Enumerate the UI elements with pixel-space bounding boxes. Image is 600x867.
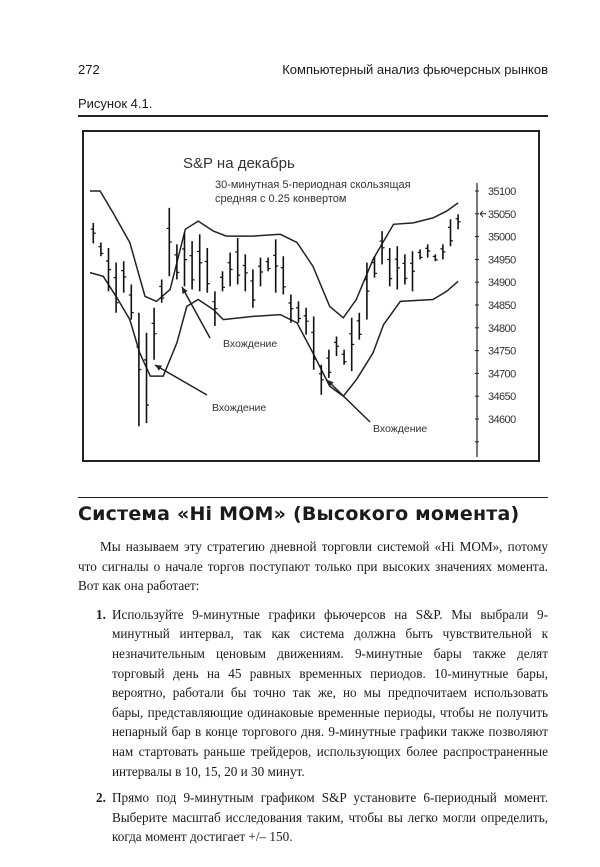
item-text: Используйте 9-минутные графики фьючерсов на S&P. Мы выбрали 9-минутный интервал, так как система должна быть чувствительной к незначительным ценовым движениям. 9-минутные бары также делят торговый день на 45 равных временных периодов. 10-минутные бары, вероятно, работали бы точно так же, но мы предпочитаем использовать бары, представляющие одинаковые временные периоды, чтобы не получить непарный бар в конце торгового дня. 9-минутные графики также позволяют нам стартовать раньше трейдеров, использующих более распространенные интервалы в 10, 15, 20 и 30 минут. <box>112 606 548 779</box>
price-bar <box>167 208 172 276</box>
price-bar <box>136 313 141 427</box>
y-tick-label: 34800 <box>488 322 516 335</box>
upper-envelope-line <box>90 191 458 318</box>
price-bar <box>98 243 103 257</box>
price-bar <box>387 248 392 286</box>
price-bar <box>235 238 240 285</box>
y-tick-label: 35100 <box>488 186 516 198</box>
price-bar <box>304 308 309 335</box>
price-bar <box>114 263 119 313</box>
price-bar <box>296 301 301 322</box>
price-bar <box>91 223 96 244</box>
price-bar <box>311 316 316 369</box>
item-number: 2. <box>96 790 106 806</box>
lower-envelope-line <box>90 273 458 397</box>
price-bar <box>440 244 445 259</box>
price-bar <box>228 253 233 287</box>
price-bar <box>456 214 461 229</box>
price-bar <box>205 248 210 293</box>
intro-paragraph: Мы называем эту стратегию дневной торговли системой «Hi MOM», потому что сигналы о начале торгов поступают только при высоких значениях момента. Вот как она работает: <box>78 539 548 594</box>
figure-caption: Рисунок 4.1. <box>78 96 153 111</box>
price-bar <box>281 256 286 294</box>
y-tick-label: 34850 <box>488 300 516 312</box>
divider <box>78 115 548 117</box>
y-tick-label: 34600 <box>488 414 516 426</box>
y-axis <box>475 183 516 457</box>
body-text <box>78 537 548 854</box>
price-bar <box>342 350 347 365</box>
price-bar <box>433 254 438 261</box>
price-bar <box>349 318 354 371</box>
price-bar <box>273 239 278 292</box>
list-item <box>78 788 548 847</box>
price-bar <box>106 248 111 291</box>
annotation-arrow <box>155 365 207 395</box>
price-bar <box>357 313 362 340</box>
price-chart <box>84 132 542 464</box>
price-bar <box>326 350 331 378</box>
price-bar <box>250 269 255 307</box>
annotation-label: Вхождение <box>223 338 278 350</box>
page-number: 272 <box>78 62 100 77</box>
price-bar <box>190 241 195 289</box>
chart-subtitle-line-2: средняя с 0.25 конвертом <box>215 193 347 205</box>
price-bar <box>334 336 339 356</box>
y-tick-label: 34700 <box>488 368 516 381</box>
current-price-arrow-icon <box>480 211 486 217</box>
section-heading: Система «Hi MOM» (Высокого момента) <box>78 503 520 525</box>
item-number: 1. <box>96 606 106 622</box>
y-tick-label: 34950 <box>488 254 516 267</box>
y-tick-label: 35050 <box>488 208 516 221</box>
price-bar <box>418 249 423 259</box>
price-bar <box>258 258 263 287</box>
price-bar <box>425 244 430 257</box>
price-bar <box>152 308 157 360</box>
y-tick-label: 34750 <box>488 345 516 358</box>
envelope-lines <box>90 191 458 396</box>
price-bar <box>129 284 134 319</box>
price-bar <box>144 333 149 423</box>
price-bar <box>243 254 248 291</box>
running-title: Компьютерный анализ фьючерсных рынков <box>282 62 548 77</box>
price-bar <box>121 261 126 292</box>
annotation-label: Вхождение <box>373 423 428 435</box>
price-bar <box>410 251 415 291</box>
section-rule <box>78 497 548 498</box>
item-text: Прямо под 9-минутным графиком S&P установите 6-периодный момент. Выберите масштаб исследования таким, чтобы вы легко могли определить, когда момент достигает +/– 150. <box>112 790 548 845</box>
price-bar <box>319 365 324 395</box>
chart-subtitle-line-1: 30-минутная 5-периодная скользящая <box>215 179 411 191</box>
chart-frame <box>82 130 540 462</box>
price-bar <box>266 258 271 272</box>
y-tick-label: 34650 <box>488 391 516 404</box>
chart-title: S&P на декабрь <box>183 155 295 172</box>
price-bar <box>402 254 407 284</box>
annotation-label: Вхождение <box>212 402 267 414</box>
annotation-arrow <box>182 287 210 338</box>
y-tick-label: 35000 <box>488 231 516 244</box>
price-bar <box>395 246 400 289</box>
annotation-arrow <box>327 380 370 422</box>
price-bar <box>174 244 179 279</box>
steps-list <box>78 605 548 847</box>
y-tick-label: 34900 <box>488 277 516 290</box>
price-bar <box>448 219 453 246</box>
price-bar <box>220 271 225 291</box>
price-bar <box>197 234 202 291</box>
price-bars <box>91 208 461 426</box>
list-item <box>78 605 548 781</box>
running-header <box>78 62 548 77</box>
